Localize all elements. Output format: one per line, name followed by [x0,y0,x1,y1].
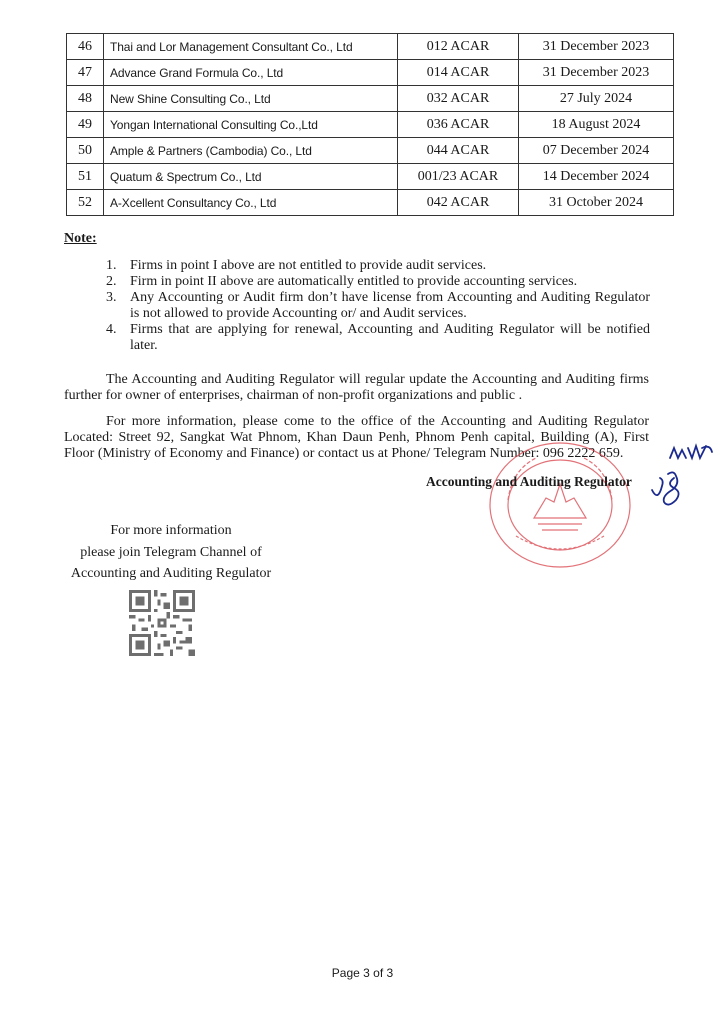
regulator-signature-title: Accounting and Auditing Regulator [426,474,632,489]
firm-name-cell: Yongan International Consulting Co.,Ltd [104,112,398,138]
table-row [67,138,674,164]
firm-name-cell: Ample & Partners (Cambodia) Co., Ltd [104,138,398,164]
note-heading: Note: [64,231,97,246]
row-number-cell: 51 [67,164,104,190]
table-row [67,34,674,60]
table-row [67,164,674,190]
telegram-line-1: For more information [110,523,232,538]
expiry-date-cell: 31 October 2024 [519,190,674,216]
firm-name-cell: Quatum & Spectrum Co., Ltd [104,164,398,190]
row-number-cell: 48 [67,86,104,112]
expiry-date-cell: 31 December 2023 [519,34,674,60]
note-list [106,258,650,354]
note-item: 4. Firms that are applying for renewal, Accounting and Auditing Regulator will be notified later. [106,322,650,353]
official-stamp-icon [486,440,634,570]
row-number-cell: 49 [67,112,104,138]
firm-name-cell: A-Xcellent Consultancy Co., Ltd [104,190,398,216]
row-number-cell: 46 [67,34,104,60]
expiry-date-cell: 07 December 2024 [519,138,674,164]
table-row [67,190,674,216]
license-number-cell: 036 ACAR [398,112,519,138]
license-number-cell: 042 ACAR [398,190,519,216]
expiry-date-cell: 31 December 2023 [519,60,674,86]
row-number-cell: 52 [67,190,104,216]
table-row [67,60,674,86]
expiry-date-cell: 14 December 2024 [519,164,674,190]
license-number-cell: 014 ACAR [398,60,519,86]
license-number-cell: 044 ACAR [398,138,519,164]
note-item: 3. Any Accounting or Audit firm don’t have license from Accounting and Auditing Regulator is not allowed to provide Accounting or/ and Audit services. [106,290,650,321]
licensed-firms-table [66,33,674,216]
table-row [67,112,674,138]
note-item: 1. Firms in point I above are not entitled to provide audit services. [106,258,487,273]
row-number-cell: 50 [67,138,104,164]
telegram-line-3: Accounting and Auditing Regulator [70,566,272,581]
note-item: 2. Firm in point II above are automatically entitled to provide accounting services. [106,274,578,289]
telegram-line-2: please join Telegram Channel of [80,544,262,560]
qr-code-icon[interactable] [129,590,195,656]
page-number: Page 3 of 3 [331,966,394,980]
license-number-cell: 032 ACAR [398,86,519,112]
contact-paragraph: For more information, please come to the office of the Accounting and Auditing Regulator Located: Street 92, Sangkat Wat Phnom, Khan Daun Penh, Phnom Penh capital, Building (A), First Floor (Ministry of Economy and Finance) or contact us at Phone/ Telegram Number: 096 2222 659. [64,414,649,461]
telegram-info [40,520,302,585]
license-number-cell: 001/23 ACAR [398,164,519,190]
license-number-cell: 012 ACAR [398,34,519,60]
table-row [67,86,674,112]
handwritten-signature-icon [640,440,720,510]
update-paragraph: The Accounting and Auditing Regulator will regular update the Accounting and Auditing firms further for owner of enterprises, chairman of non-profit organizations and public . [64,372,649,403]
firm-name-cell: Thai and Lor Management Consultant Co., Ltd [104,34,398,60]
firm-name-cell: New Shine Consulting Co., Ltd [104,86,398,112]
row-number-cell: 47 [67,60,104,86]
expiry-date-cell: 18 August 2024 [519,112,674,138]
firm-name-cell: Advance Grand Formula Co., Ltd [104,60,398,86]
expiry-date-cell: 27 July 2024 [519,86,674,112]
table-body [67,34,674,216]
